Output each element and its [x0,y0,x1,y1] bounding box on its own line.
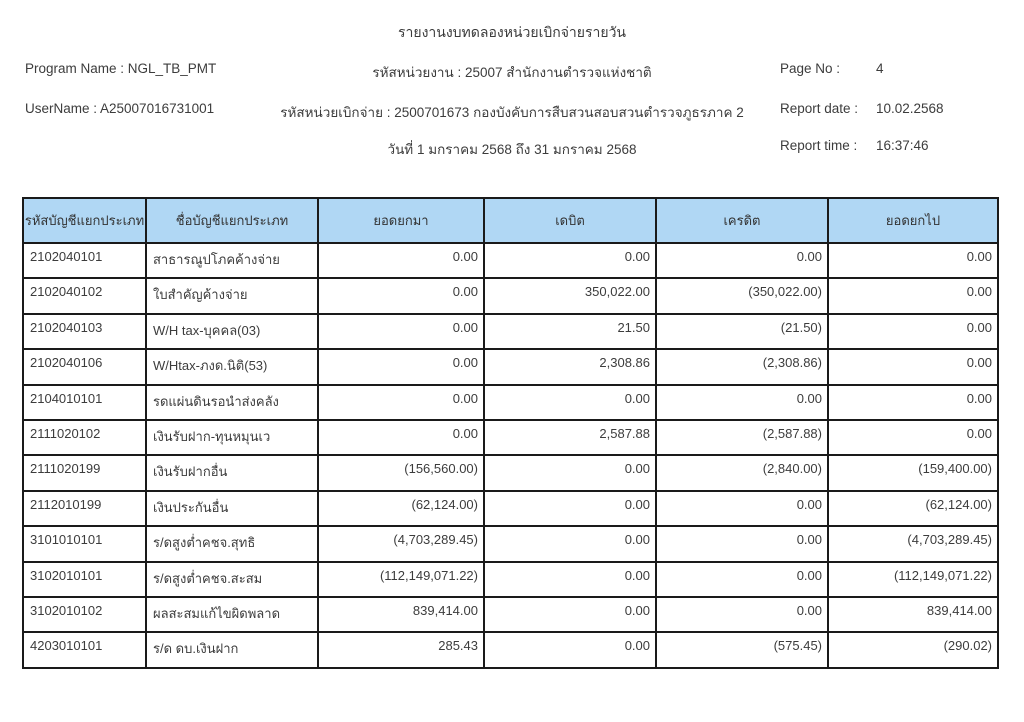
table-cell: 0.00 [484,597,656,632]
table-cell: 0.00 [484,562,656,597]
table-cell: รดแผ่นดินรอนำส่งคลัง [146,385,318,420]
table-cell: (290.02) [828,632,998,667]
table-body [23,243,998,668]
table-cell: 0.00 [828,243,998,278]
table-cell: 0.00 [656,526,828,561]
col-header-opening-balance: ยอดยกมา [318,198,484,243]
table-cell: (159,400.00) [828,455,998,490]
table-cell: (112,149,071.22) [828,562,998,597]
table-header [23,198,998,243]
header-line-3 [0,138,1024,156]
table-cell: 0.00 [656,597,828,632]
table-row [23,243,998,278]
table-cell: เงินรับฝากอื่น [146,455,318,490]
table-cell: 2,308.86 [484,349,656,384]
table-cell: (21.50) [656,314,828,349]
table-cell: 0.00 [828,385,998,420]
table-cell: ใบสำคัญค้างจ่าย [146,278,318,313]
table-cell: 2102040102 [23,278,146,313]
table-cell: 0.00 [318,385,484,420]
table-cell: 350,022.00 [484,278,656,313]
col-header-account-name: ชื่อบัญชีแยกประเภท [146,198,318,243]
report-date-label: Report date : [780,101,859,116]
table-cell: 0.00 [484,491,656,526]
table-cell: 2,587.88 [484,420,656,455]
table-cell: 0.00 [828,420,998,455]
report-time-label: Report time : [780,138,858,153]
table-cell: 3102010101 [23,562,146,597]
col-header-account-code: รหัสบัญชีแยกประเภท [23,198,146,243]
header-line-2 [0,101,1024,119]
username-text: UserName : A25007016731001 [25,101,215,116]
table-cell: 21.50 [484,314,656,349]
table-cell: (4,703,289.45) [318,526,484,561]
table-cell: 2102040103 [23,314,146,349]
table-cell: 3102010102 [23,597,146,632]
table-cell: ร/ด ดบ.เงินฝาก [146,632,318,667]
table-cell: (2,587.88) [656,420,828,455]
table-row [23,632,998,667]
table-cell: ผลสะสมแก้ไขผิดพลาด [146,597,318,632]
table-row [23,385,998,420]
table-cell: 0.00 [484,632,656,667]
table-cell: 0.00 [318,314,484,349]
table-cell: 2111020102 [23,420,146,455]
table-cell: 0.00 [318,278,484,313]
table-cell: 0.00 [828,314,998,349]
table-cell: 0.00 [828,278,998,313]
report-title: รายงานงบทดลองหน่วยเบิกจ่ายรายวัน [397,24,626,40]
report-date-value: 10.02.2568 [876,101,944,116]
page-no-value: 4 [876,61,884,76]
table-cell: 4203010101 [23,632,146,667]
table-cell: 0.00 [318,420,484,455]
program-name-text: Program Name : NGL_TB_PMT [25,61,217,76]
table-cell: (2,308.86) [656,349,828,384]
table-cell: (62,124.00) [828,491,998,526]
table-cell: (350,022.00) [656,278,828,313]
table-cell: 839,414.00 [828,597,998,632]
table-cell: 0.00 [656,243,828,278]
table-cell: 285.43 [318,632,484,667]
col-header-credit: เครดิต [656,198,828,243]
table-cell: 2102040101 [23,243,146,278]
table-cell: 0.00 [656,562,828,597]
trial-balance-table [22,197,999,669]
table-cell: สาธารณูปโภคค้างจ่าย [146,243,318,278]
table-row [23,278,998,313]
date-range-text: วันที่ 1 มกราคม 2568 ถึง 31 มกราคม 2568 [387,142,637,157]
table-row [23,562,998,597]
header-line-1 [0,61,1024,79]
table-cell: 0.00 [656,491,828,526]
table-cell: W/H tax-บุคคล(03) [146,314,318,349]
table-cell: (62,124.00) [318,491,484,526]
table-row [23,420,998,455]
col-header-closing-balance: ยอดยกไป [828,198,998,243]
table-cell: 0.00 [318,349,484,384]
disbursing-unit-text: รหัสหน่วยเบิกจ่าย : 2500701673 กองบังคับการสืบสวนสอบสวนตำรวจภูธรภาค 2 [280,105,744,120]
table-cell: 0.00 [318,243,484,278]
table-cell: (112,149,071.22) [318,562,484,597]
table-cell: เงินรับฝาก-ทุนหมุนเว [146,420,318,455]
table-cell: (156,560.00) [318,455,484,490]
table-cell: 2112010199 [23,491,146,526]
table-cell: 3101010101 [23,526,146,561]
table-cell: (4,703,289.45) [828,526,998,561]
table-cell: 839,414.00 [318,597,484,632]
table-row [23,314,998,349]
table-cell: W/Htax-ภงด.นิติ(53) [146,349,318,384]
table-cell: เงินประกันอื่น [146,491,318,526]
table-cell: 0.00 [484,243,656,278]
table-cell: (2,840.00) [656,455,828,490]
table-cell: 2102040106 [23,349,146,384]
page-no-label: Page No : [780,61,841,76]
table-row [23,597,998,632]
table-cell: 0.00 [484,526,656,561]
agency-code-text: รหัสหน่วยงาน : 25007 สำนักงานตำรวจแห่งชาติ [372,65,652,80]
table-cell: 0.00 [484,455,656,490]
table-cell: 0.00 [828,349,998,384]
report-time-value: 16:37:46 [876,138,929,153]
table-cell: 2111020199 [23,455,146,490]
table-row [23,455,998,490]
table-cell: 0.00 [484,385,656,420]
table-header-row [23,198,998,243]
col-header-debit: เดบิต [484,198,656,243]
table-cell: ร/ดสูงต่ำคชจ.สะสม [146,562,318,597]
table-row [23,349,998,384]
table-row [23,491,998,526]
table-cell: 2104010101 [23,385,146,420]
table-cell: (575.45) [656,632,828,667]
table-cell: ร/ดสูงต่ำคชจ.สุทธิ [146,526,318,561]
table-row [23,526,998,561]
table-cell: 0.00 [656,385,828,420]
